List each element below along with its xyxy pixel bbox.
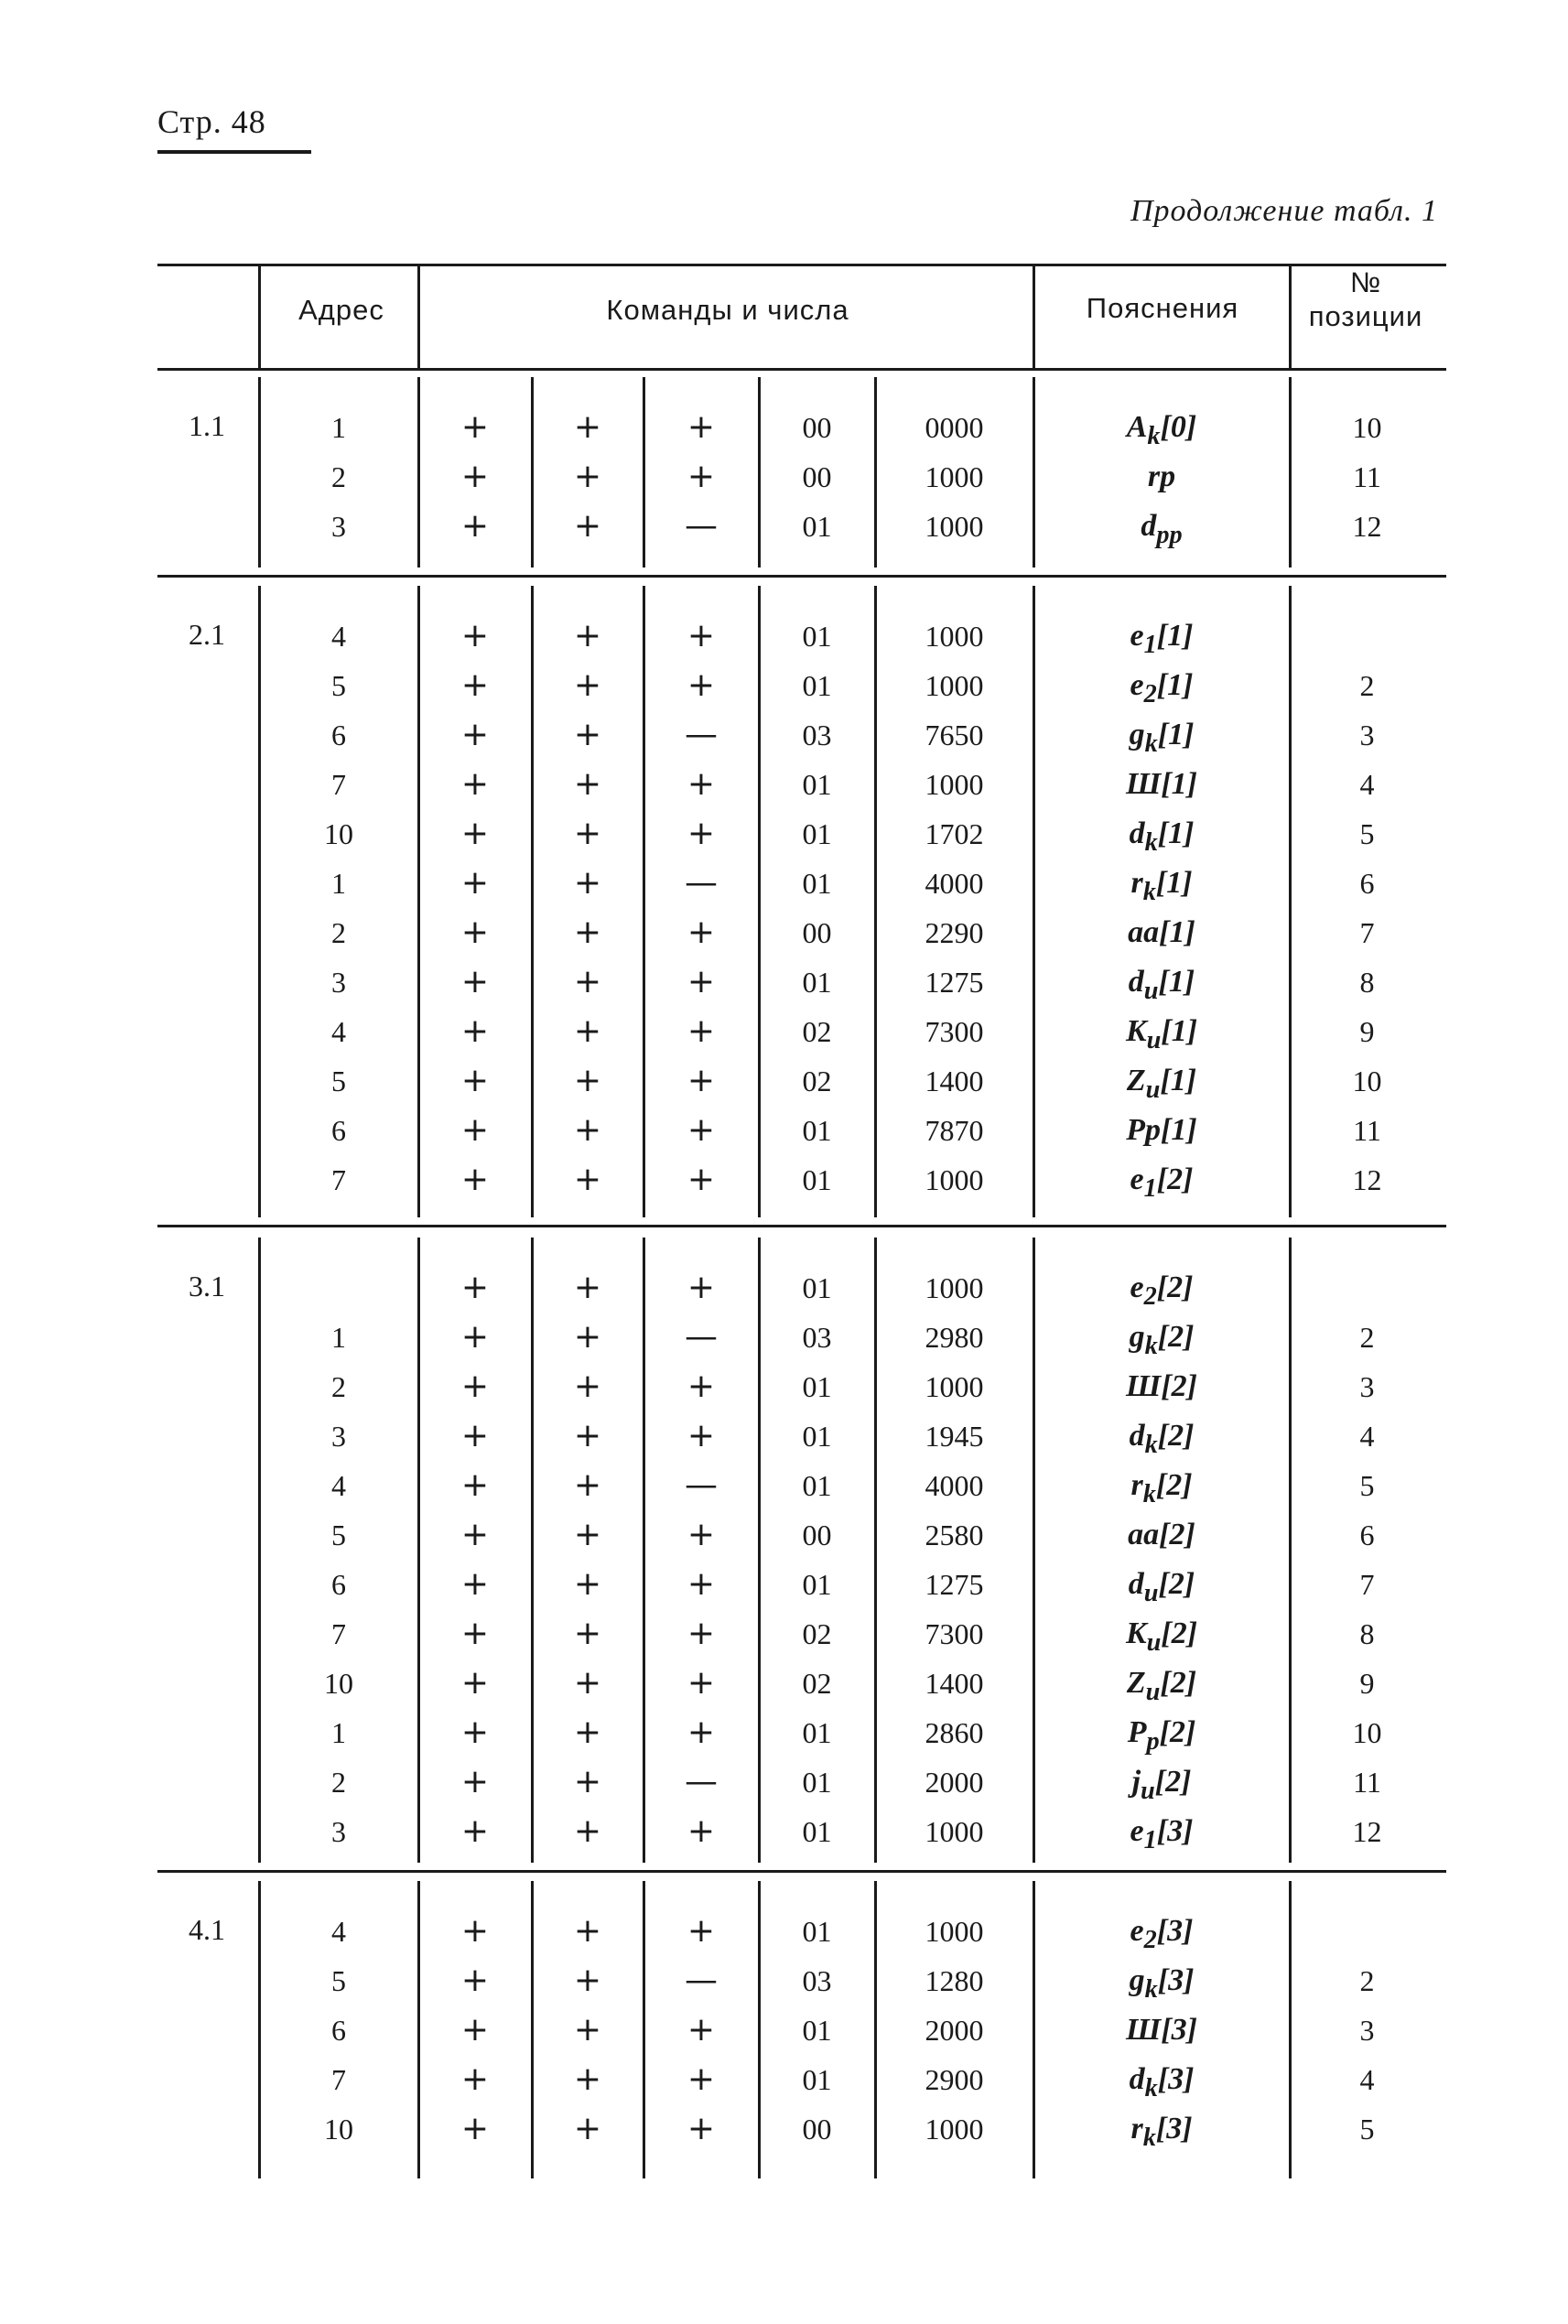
sign-cell-2: + xyxy=(573,1012,602,1050)
code-cell: 03 xyxy=(802,1964,832,1997)
code-cell: 01 xyxy=(802,2063,832,2096)
code-cell: 00 xyxy=(802,1519,832,1551)
code-cell: 01 xyxy=(802,669,832,702)
position-cell: 3 xyxy=(1359,1370,1375,1403)
position-cell xyxy=(1292,1907,1443,1956)
sign-cell-2: + xyxy=(573,1713,602,1751)
sign-cell-1: + xyxy=(460,1269,490,1306)
position-header-number-sign: № xyxy=(1349,266,1382,298)
sign-cell-1: + xyxy=(460,617,490,654)
sign-cell-1: + xyxy=(460,1466,490,1504)
position-cell: 4 xyxy=(1359,2063,1375,2096)
sign-cell-1: + xyxy=(460,1367,490,1405)
sign-cell-1: + xyxy=(460,1318,490,1356)
explanation-cell: $K_u[1]$ xyxy=(1125,1014,1198,1054)
number-cell: 2860 xyxy=(925,1716,984,1749)
sign-cell-1: + xyxy=(460,1812,490,1850)
position-cell: 3 xyxy=(1359,2014,1375,2047)
explanation-cell: Ш[3] xyxy=(1126,2013,1197,2047)
position-cell: 10 xyxy=(1352,1716,1382,1749)
sign-cell-1: + xyxy=(460,765,490,803)
position-cell: 9 xyxy=(1359,1667,1375,1700)
address-cell: 5 xyxy=(331,1065,346,1097)
code-cell: 02 xyxy=(802,1015,832,1048)
number-cell: 2980 xyxy=(925,1321,984,1354)
address-cell: 6 xyxy=(331,719,346,751)
number-cell: 1000 xyxy=(925,2113,984,2146)
explanation-cell: aa[2] xyxy=(1128,1518,1195,1551)
sign-cell-2: + xyxy=(573,1615,602,1652)
sign-cell-2: + xyxy=(573,666,602,704)
address-cell: 1 xyxy=(331,411,346,444)
sign-cell-3: — xyxy=(685,1466,718,1504)
sign-cell-3: + xyxy=(687,1269,716,1306)
address-cell: 7 xyxy=(331,2063,346,2096)
position-cell: 2 xyxy=(1359,669,1375,702)
sign-cell-2: + xyxy=(573,913,602,951)
address-cell: 7 xyxy=(331,1617,346,1650)
sign-cell-1: + xyxy=(460,1161,490,1198)
number-cell: 0000 xyxy=(925,411,984,444)
number-cell: 7300 xyxy=(925,1015,984,1048)
explanation-cell: $d_k[1]$ xyxy=(1129,816,1195,857)
table-top-rule xyxy=(157,264,1446,266)
explanation-cell: $d_{pp}$ xyxy=(1141,509,1183,549)
code-cell: 01 xyxy=(802,620,832,653)
sign-cell-3: + xyxy=(687,458,716,495)
sign-cell-2: + xyxy=(573,1062,602,1099)
number-cell: 1000 xyxy=(925,1915,984,1948)
position-cell: 9 xyxy=(1359,1015,1375,1048)
address-cell: 3 xyxy=(331,966,346,999)
address-cell: 5 xyxy=(331,1519,346,1551)
column-header-address: Адрес xyxy=(298,294,384,326)
sign-cell-3: + xyxy=(687,963,716,1000)
sign-cell-1: + xyxy=(460,1912,490,1950)
code-cell: 01 xyxy=(802,1716,832,1749)
explanation-cell: $g_k[1]$ xyxy=(1129,718,1195,758)
code-cell: 02 xyxy=(802,1617,832,1650)
explanation-cell: $K_u[2]$ xyxy=(1125,1616,1198,1657)
code-cell: 02 xyxy=(802,1667,832,1700)
sign-cell-1: + xyxy=(460,1962,490,1999)
sign-cell-2: + xyxy=(573,815,602,852)
position-cell: 12 xyxy=(1352,1163,1382,1196)
code-cell: 01 xyxy=(802,1420,832,1453)
number-cell: 1000 xyxy=(925,669,984,702)
address-cell: 5 xyxy=(331,669,346,702)
sign-cell-1: + xyxy=(460,1417,490,1454)
code-cell: 00 xyxy=(802,411,832,444)
page-number: Стр. 48 xyxy=(157,103,266,140)
address-cell: 4 xyxy=(331,1015,346,1048)
explanation-cell: $j_u[2]$ xyxy=(1131,1765,1192,1805)
section-separator-rule xyxy=(157,575,1446,578)
explanation-cell: aa[1] xyxy=(1128,915,1195,949)
sign-cell-2: + xyxy=(573,1962,602,1999)
code-cell: 00 xyxy=(802,460,832,493)
section-label: 4.1 xyxy=(189,1913,225,1946)
number-cell: 1000 xyxy=(925,1815,984,1848)
sign-cell-2: + xyxy=(573,2011,602,2048)
section-label: 2.1 xyxy=(189,618,225,651)
sign-cell-1: + xyxy=(460,2011,490,2048)
sign-cell-1: + xyxy=(460,1565,490,1603)
sign-cell-3: + xyxy=(687,1111,716,1149)
sign-cell-3: — xyxy=(685,1763,718,1800)
number-cell: 4000 xyxy=(925,867,984,900)
address-cell: 3 xyxy=(331,1420,346,1453)
position-cell xyxy=(1292,1263,1443,1313)
sign-cell-1: + xyxy=(460,864,490,902)
address-cell: 4 xyxy=(331,1469,346,1502)
header-column-divider xyxy=(417,264,420,368)
sign-cell-2: + xyxy=(573,765,602,803)
position-cell: 7 xyxy=(1359,1568,1375,1601)
sign-cell-3: + xyxy=(687,765,716,803)
code-cell: 01 xyxy=(802,817,832,850)
table-continuation-label: Продолжение табл. 1 xyxy=(1130,194,1438,228)
section-separator-rule xyxy=(157,1870,1446,1873)
sign-cell-1: + xyxy=(460,2110,490,2147)
sign-cell-2: + xyxy=(573,1269,602,1306)
code-cell: 01 xyxy=(802,768,832,801)
explanation-cell: $e_2[2]$ xyxy=(1130,1270,1194,1311)
sign-cell-1: + xyxy=(460,913,490,951)
sign-cell-2: + xyxy=(573,507,602,545)
sign-cell-1: + xyxy=(460,1713,490,1751)
number-cell: 2000 xyxy=(925,2014,984,2047)
code-cell: 00 xyxy=(802,916,832,949)
column-header-explanations: Пояснения xyxy=(1086,292,1239,324)
sign-cell-2: + xyxy=(573,1318,602,1356)
sign-cell-1: + xyxy=(460,666,490,704)
position-cell: 10 xyxy=(1352,1065,1382,1097)
explanation-cell: Ш[2] xyxy=(1126,1369,1197,1403)
address-cell: 2 xyxy=(331,916,346,949)
sign-cell-3: + xyxy=(687,2011,716,2048)
address-cell: 5 xyxy=(331,1964,346,1997)
explanation-cell: $r_k[3]$ xyxy=(1130,2112,1193,2152)
sign-cell-3: + xyxy=(687,913,716,951)
sign-cell-1: + xyxy=(460,1763,490,1800)
position-cell: 10 xyxy=(1352,411,1382,444)
address-cell xyxy=(261,1263,416,1313)
sign-cell-1: + xyxy=(460,716,490,753)
sign-cell-3: + xyxy=(687,1161,716,1198)
sign-cell-1: + xyxy=(460,1111,490,1149)
sign-cell-3: + xyxy=(687,1812,716,1850)
number-cell: 1000 xyxy=(925,1370,984,1403)
number-cell: 7650 xyxy=(925,719,984,751)
sign-cell-2: + xyxy=(573,1664,602,1702)
address-cell: 4 xyxy=(331,1915,346,1948)
code-cell: 01 xyxy=(802,1766,832,1799)
address-cell: 10 xyxy=(324,817,353,850)
code-cell: 01 xyxy=(802,510,832,543)
address-cell: 10 xyxy=(324,2113,353,2146)
address-cell: 7 xyxy=(331,1163,346,1196)
number-cell: 2000 xyxy=(925,1766,984,1799)
sign-cell-3: — xyxy=(685,1318,718,1356)
position-cell: 4 xyxy=(1359,1420,1375,1453)
explanation-cell: Pp[1] xyxy=(1126,1113,1197,1147)
sign-cell-2: + xyxy=(573,408,602,446)
address-cell: 3 xyxy=(331,1815,346,1848)
section-separator-rule xyxy=(157,1225,1446,1227)
number-cell: 1702 xyxy=(925,817,984,850)
sign-cell-3: — xyxy=(685,1962,718,1999)
explanation-cell: $e_1[1]$ xyxy=(1130,619,1194,659)
address-cell: 1 xyxy=(331,867,346,900)
code-cell: 02 xyxy=(802,1065,832,1097)
number-cell: 7300 xyxy=(925,1617,984,1650)
sign-cell-2: + xyxy=(573,716,602,753)
explanation-cell: $e_1[3]$ xyxy=(1130,1814,1194,1854)
position-cell: 5 xyxy=(1359,2113,1375,2146)
address-cell: 1 xyxy=(331,1716,346,1749)
position-cell: 4 xyxy=(1359,768,1375,801)
section-label: 1.1 xyxy=(189,409,225,442)
sign-cell-3: — xyxy=(685,864,718,902)
sign-cell-3: + xyxy=(687,1664,716,1702)
sign-cell-3: + xyxy=(687,1565,716,1603)
sign-cell-2: + xyxy=(573,1565,602,1603)
sign-cell-3: + xyxy=(687,1912,716,1950)
explanation-cell: $Z_u[2]$ xyxy=(1126,1666,1197,1706)
explanation-cell: $e_1[2]$ xyxy=(1130,1162,1194,1203)
explanation-cell: Ш[1] xyxy=(1126,767,1197,801)
address-cell: 3 xyxy=(331,510,346,543)
position-cell: 12 xyxy=(1352,1815,1382,1848)
sign-cell-1: + xyxy=(460,963,490,1000)
sign-cell-2: + xyxy=(573,2060,602,2098)
sign-cell-3: + xyxy=(687,1012,716,1050)
number-cell: 1400 xyxy=(925,1065,984,1097)
address-cell: 6 xyxy=(331,2014,346,2047)
explanation-cell: $e_2[3]$ xyxy=(1130,1914,1194,1954)
sign-cell-3: + xyxy=(687,1516,716,1553)
number-cell: 4000 xyxy=(925,1469,984,1502)
sign-cell-2: + xyxy=(573,1812,602,1850)
position-cell: 11 xyxy=(1353,1766,1381,1799)
sign-cell-3: + xyxy=(687,1367,716,1405)
number-cell: 1945 xyxy=(925,1420,984,1453)
number-cell: 1275 xyxy=(925,966,984,999)
sign-cell-1: + xyxy=(460,408,490,446)
position-cell: 11 xyxy=(1353,460,1381,493)
number-cell: 1280 xyxy=(925,1964,984,1997)
number-cell: 1000 xyxy=(925,620,984,653)
code-cell: 00 xyxy=(802,2113,832,2146)
sign-cell-2: + xyxy=(573,2110,602,2147)
number-cell: 2290 xyxy=(925,916,984,949)
code-cell: 01 xyxy=(802,1271,832,1304)
sign-cell-3: + xyxy=(687,2110,716,2147)
sign-cell-3: — xyxy=(685,507,718,545)
sign-cell-2: + xyxy=(573,1111,602,1149)
number-cell: 2900 xyxy=(925,2063,984,2096)
table-header-rule xyxy=(157,368,1446,371)
address-cell: 1 xyxy=(331,1321,346,1354)
explanation-cell: $g_k[2]$ xyxy=(1129,1320,1195,1360)
explanation-cell: $Z_u[1]$ xyxy=(1126,1064,1197,1104)
address-cell: 6 xyxy=(331,1114,346,1147)
number-cell: 1000 xyxy=(925,510,984,543)
sign-cell-3: + xyxy=(687,1062,716,1099)
code-cell: 01 xyxy=(802,1815,832,1848)
address-cell: 2 xyxy=(331,460,346,493)
sign-cell-2: + xyxy=(573,1417,602,1454)
number-cell: 1275 xyxy=(925,1568,984,1601)
sign-cell-2: + xyxy=(573,864,602,902)
number-cell: 2580 xyxy=(925,1519,984,1551)
explanation-cell: $r_k[1]$ xyxy=(1130,866,1193,906)
sign-cell-3: — xyxy=(685,716,718,753)
column-header-position xyxy=(1292,265,1439,333)
explanation-cell: $r_k[2]$ xyxy=(1130,1468,1193,1508)
sign-cell-2: + xyxy=(573,1912,602,1950)
sign-cell-3: + xyxy=(687,666,716,704)
code-cell: 01 xyxy=(802,1915,832,1948)
code-cell: 01 xyxy=(802,1114,832,1147)
address-cell: 2 xyxy=(331,1766,346,1799)
number-cell: 1000 xyxy=(925,460,984,493)
code-cell: 01 xyxy=(802,1469,832,1502)
sign-cell-3: + xyxy=(687,1417,716,1454)
explanation-cell: $d_u[2]$ xyxy=(1128,1567,1195,1607)
code-cell: 01 xyxy=(802,1370,832,1403)
sign-cell-1: + xyxy=(460,1615,490,1652)
code-cell: 03 xyxy=(802,1321,832,1354)
address-cell: 6 xyxy=(331,1568,346,1601)
sign-cell-3: + xyxy=(687,2060,716,2098)
code-cell: 01 xyxy=(802,2014,832,2047)
explanation-cell: $d_k[3]$ xyxy=(1129,2062,1195,2102)
position-cell: 11 xyxy=(1353,1114,1381,1147)
position-cell: 8 xyxy=(1359,1617,1375,1650)
position-cell: 2 xyxy=(1359,1321,1375,1354)
code-cell: 01 xyxy=(802,1568,832,1601)
code-cell: 01 xyxy=(802,867,832,900)
position-cell: 5 xyxy=(1359,1469,1375,1502)
position-cell: 12 xyxy=(1352,510,1382,543)
sign-cell-2: + xyxy=(573,1763,602,1800)
position-cell: 2 xyxy=(1359,1964,1375,1997)
address-cell: 4 xyxy=(331,620,346,653)
number-cell: 1400 xyxy=(925,1667,984,1700)
position-cell xyxy=(1292,611,1443,661)
sign-cell-1: + xyxy=(460,507,490,545)
address-cell: 10 xyxy=(324,1667,353,1700)
sign-cell-3: + xyxy=(687,1713,716,1751)
position-cell: 6 xyxy=(1359,1519,1375,1551)
number-cell: 1000 xyxy=(925,768,984,801)
sign-cell-2: + xyxy=(573,1466,602,1504)
explanation-cell: $d_u[1]$ xyxy=(1128,965,1195,1005)
header-column-divider xyxy=(1033,264,1035,368)
sign-cell-1: + xyxy=(460,1516,490,1553)
sign-cell-2: + xyxy=(573,1367,602,1405)
position-cell: 6 xyxy=(1359,867,1375,900)
section-label: 3.1 xyxy=(189,1270,225,1303)
sign-cell-1: + xyxy=(460,2060,490,2098)
explanation-cell: $e_2[1]$ xyxy=(1130,668,1194,708)
position-cell: 3 xyxy=(1359,719,1375,751)
explanation-cell: $A_k[0]$ xyxy=(1126,410,1197,450)
sign-cell-2: + xyxy=(573,617,602,654)
explanation-cell: rp xyxy=(1147,459,1176,493)
position-cell: 7 xyxy=(1359,916,1375,949)
position-header-word: позиции xyxy=(1308,300,1423,333)
header-column-divider xyxy=(258,264,261,368)
sign-cell-1: + xyxy=(460,1012,490,1050)
number-cell: 1000 xyxy=(925,1271,984,1304)
code-cell: 01 xyxy=(802,966,832,999)
sign-cell-2: + xyxy=(573,458,602,495)
sign-cell-1: + xyxy=(460,458,490,495)
sign-cell-3: + xyxy=(687,617,716,654)
address-cell: 7 xyxy=(331,768,346,801)
header-column-divider xyxy=(1289,264,1292,368)
code-cell: 01 xyxy=(802,1163,832,1196)
sign-cell-3: + xyxy=(687,815,716,852)
code-cell: 03 xyxy=(802,719,832,751)
sign-cell-3: + xyxy=(687,1615,716,1652)
sign-cell-1: + xyxy=(460,1664,490,1702)
sign-cell-2: + xyxy=(573,1161,602,1198)
number-cell: 7870 xyxy=(925,1114,984,1147)
explanation-cell: $P_p[2]$ xyxy=(1127,1715,1196,1756)
explanation-cell: $d_k[2]$ xyxy=(1129,1419,1195,1459)
explanation-cell: $g_k[3]$ xyxy=(1129,1963,1195,2004)
sign-cell-1: + xyxy=(460,815,490,852)
position-cell: 5 xyxy=(1359,817,1375,850)
sign-cell-1: + xyxy=(460,1062,490,1099)
sign-cell-3: + xyxy=(687,408,716,446)
sign-cell-2: + xyxy=(573,1516,602,1553)
number-cell: 1000 xyxy=(925,1163,984,1196)
column-header-commands: Команды и числа xyxy=(606,294,849,326)
address-cell: 2 xyxy=(331,1370,346,1403)
position-cell: 8 xyxy=(1359,966,1375,999)
sign-cell-2: + xyxy=(573,963,602,1000)
